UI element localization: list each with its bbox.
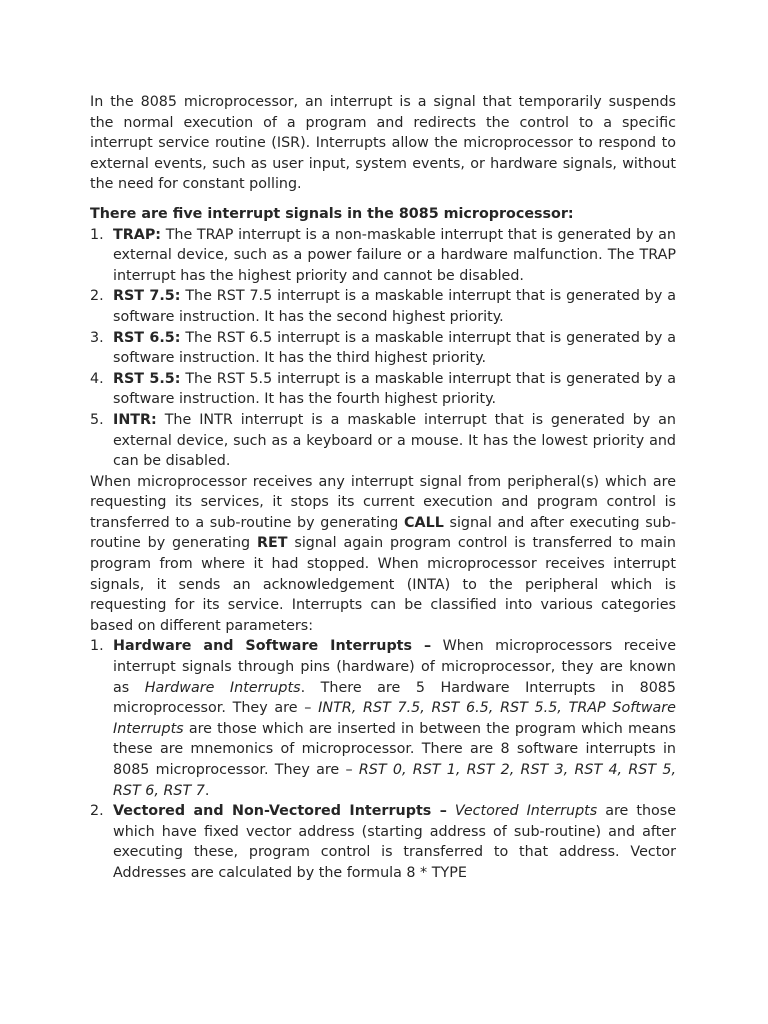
list-item [90, 369, 676, 410]
list-number: 1. [90, 638, 104, 655]
list-item [90, 801, 676, 883]
list-item [90, 636, 676, 801]
list-item-text: are those which have fixed vector address (starting address of sub-routine) and after executing these, program control is transferred to that address. Vector Addresses are calculated by the formula 8 * TYPE [113, 803, 677, 881]
list-item-body [113, 410, 676, 472]
software-interrupt-names: RST 0, RST 1, RST 2, RST 3, RST 4, RST 5, RST 6, RST 7 [113, 762, 676, 799]
vectored-interrupts-term: Vectored Interrupts [454, 803, 598, 820]
classification-list [90, 636, 676, 883]
paragraph-text: signal and after executing sub-routine by generating [90, 514, 676, 552]
ret-keyword: RET [256, 535, 288, 552]
list-item-term: RST 7.5: [113, 288, 181, 305]
list-item-term: INTR: [113, 411, 157, 428]
list-item-text: When microprocessors receive interrupt signals through pins (hardware) of microprocessor, they are known as [113, 638, 676, 696]
list-item-text [447, 803, 455, 819]
list-number: 4. [90, 370, 104, 387]
list-item-term: Vectored and Non-Vectored Interrupts – [113, 803, 447, 820]
intro-paragraph: In the 8085 microprocessor, an interrupt is a signal that temporarily suspends the normal execution of a program and redirects the control to a specific interrupt service routine (ISR). Interrupts allow the microprocessor to respond to external events, such as user input, system events, or hardware signals, without the need for constant polling. [90, 94, 676, 193]
list-item-body [113, 286, 676, 327]
list-item-term: Hardware and Software Interrupts – [113, 638, 432, 655]
list-item-text: are those which are inserted in between the program which means these are mnemonics of microprocessor. There are 8 software interrupts in 8085 microprocessor. They are – [113, 720, 676, 778]
list-item-term: TRAP: [113, 226, 162, 243]
list-item-body [113, 636, 676, 801]
list-number: 3. [90, 329, 104, 346]
list-item-text: . [204, 782, 210, 799]
list-item [90, 225, 676, 287]
list-item-term: RST 5.5: [113, 370, 181, 387]
list-number: 5. [90, 411, 104, 428]
list-item [90, 286, 676, 327]
list-item-body [113, 369, 676, 410]
list-number: 2. [90, 803, 104, 820]
paragraph-text: When microprocessor receives any interrupt signal from peripheral(s) which are requesting its services, it stops its current execution and program control is transferred to a sub-routine by generating [90, 473, 676, 531]
list-item-text: The RST 6.5 interrupt is a maskable interrupt that is generated by a software instruction. It has the third highest priority. [113, 329, 676, 367]
list-number: 2. [90, 288, 104, 305]
interrupt-handling-paragraph [90, 472, 676, 637]
hardware-interrupt-names: INTR, RST 7.5, RST 6.5, RST 5.5, TRAP Software Interrupts [113, 700, 676, 737]
list-item-text: The TRAP interrupt is a non-maskable interrupt that is generated by an external device, such as a power failure or a hardware malfunction. The TRAP interrupt has the highest priority and cannot be disabled. [113, 226, 676, 284]
list-item-body [113, 225, 676, 287]
paragraph-text: signal again program control is transferred to main program from where it had stopped. When microprocessor receives interrupt signals, it sends an acknowledgement (INTA) to the peripheral which is requesting for its service. Interrupts can be classified into various categories based on different parameters: [90, 535, 676, 634]
list-item-term: RST 6.5: [113, 329, 181, 346]
list-item-text: The RST 7.5 interrupt is a maskable interrupt that is generated by a software instruction. It has the second highest priority. [113, 288, 676, 325]
list-item [90, 328, 676, 369]
list-item-text: The RST 5.5 interrupt is a maskable interrupt that is generated by a software instruction. It has the fourth highest priority. [113, 370, 676, 408]
list-item-text: The INTR interrupt is a maskable interrupt that is generated by an external device, such as a keyboard or a mouse. It has the lowest priority and can be disabled. [113, 411, 676, 470]
list-item-body [113, 801, 676, 883]
list-item [90, 410, 676, 472]
five-interrupts-list [90, 225, 676, 472]
list-number: 1. [90, 226, 104, 243]
list-item-text: . There are 5 Hardware Interrupts in 8085 microprocessor. They are – [113, 679, 677, 717]
hardware-interrupts-term: Hardware Interrupts [144, 679, 301, 696]
list-item-body [113, 328, 676, 369]
call-keyword: CALL [404, 514, 444, 531]
five-interrupts-heading: There are five interrupt signals in the 8085 microprocessor: [90, 205, 574, 222]
